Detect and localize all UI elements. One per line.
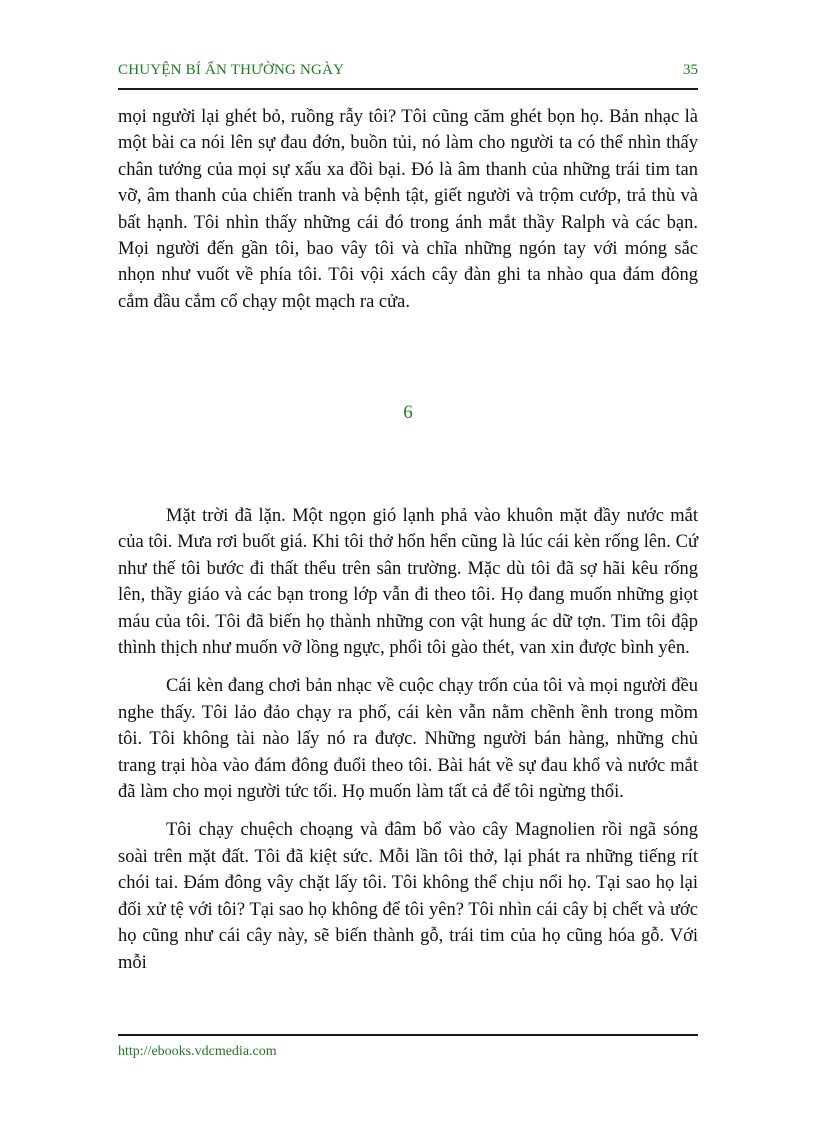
- footer-link[interactable]: http://ebooks.vdcmedia.com: [118, 1044, 277, 1059]
- book-title: CHUYỆN BÍ ẨN THƯỜNG NGÀY: [118, 62, 345, 78]
- footer-divider: [118, 1034, 698, 1036]
- page-number: 35: [683, 62, 698, 78]
- paragraph: Cái kèn đang chơi bản nhạc về cuộc chạy trốn của tôi và mọi người đều nghe thấy. Tôi lảo đảo chạy ra phố, cái kèn vẫn nằm chềnh ềnh trong mồm tôi. Tôi không tài nào lấy nó ra được. Những người bán hàng, những chủ trang trại hòa vào đám đông đuổi theo tôi. Bài hát về sự đau khổ và nước mắt đã làm cho mọi người tức tối. Họ muốn làm tất cả để tôi ngừng thổi.: [118, 676, 698, 803]
- chapter-number: 6: [403, 402, 413, 423]
- body-text-top: [118, 104, 698, 315]
- page-header: [118, 60, 698, 90]
- body-text-main: [118, 503, 698, 988]
- paragraph: Mặt trời đã lặn. Một ngọn gió lạnh phả vào khuôn mặt đầy nước mắt của tôi. Mưa rơi buốt giá. Khi tôi thở hổn hển cũng là lúc cái kèn rống lên. Cứ như thế tôi bước đi thất thểu trên sân trường. Mặc dù tôi đã sợ hãi kêu rống lên, thầy giáo và các bạn trong lớp vẫn đi theo tôi. Họ đang muốn những giọt máu của tôi. Tôi đã biến họ thành những con vật hung ác dữ tợn. Tim tôi đập thình thịch như muốn vỡ lồng ngực, phổi tôi gào thét, van xin được bình yên.: [118, 506, 698, 659]
- paragraph-continued: mọi người lại ghét bỏ, ruồng rẫy tôi? Tôi cũng căm ghét bọn họ. Bản nhạc là một bài ca nói lên sự đau đớn, buồn tủi, nó làm cho người ta có thể nhìn thấy chân tướng của mọi sự xấu xa đồi bại. Đó là âm thanh của những trái tim tan vỡ, âm thanh của chiến tranh và bệnh tật, giết người và trộm cướp, trả thù và bất hạnh. Tôi nhìn thấy những cái đó trong ánh mắt thầy Ralph và các bạn. Mọi người đến gần tôi, bao vây tôi và chĩa những ngón tay với móng sắc nhọn như vuốt về phía tôi. Tôi vội xách cây đàn ghi ta nhào qua đám đông cắm đầu cắm cổ chạy một mạch ra cửa.: [118, 107, 698, 312]
- paragraph: Tôi chạy chuệch choạng và đâm bổ vào cây Magnolien rồi ngã sóng soài trên mặt đất. Tôi đã kiệt sức. Mỗi lần tôi thở, lại phát ra những tiếng rít chói tai. Đám đông vây chặt lấy tôi. Tôi không thể chịu nổi họ. Tại sao họ lại đối xử tệ với tôi? Tại sao họ không để tôi yên? Tôi nhìn cái cây bị chết và ước họ cũng như cái cây này, sẽ biến thành gỗ, trái tim của họ cũng hóa gỗ. Với mỗi: [118, 820, 698, 973]
